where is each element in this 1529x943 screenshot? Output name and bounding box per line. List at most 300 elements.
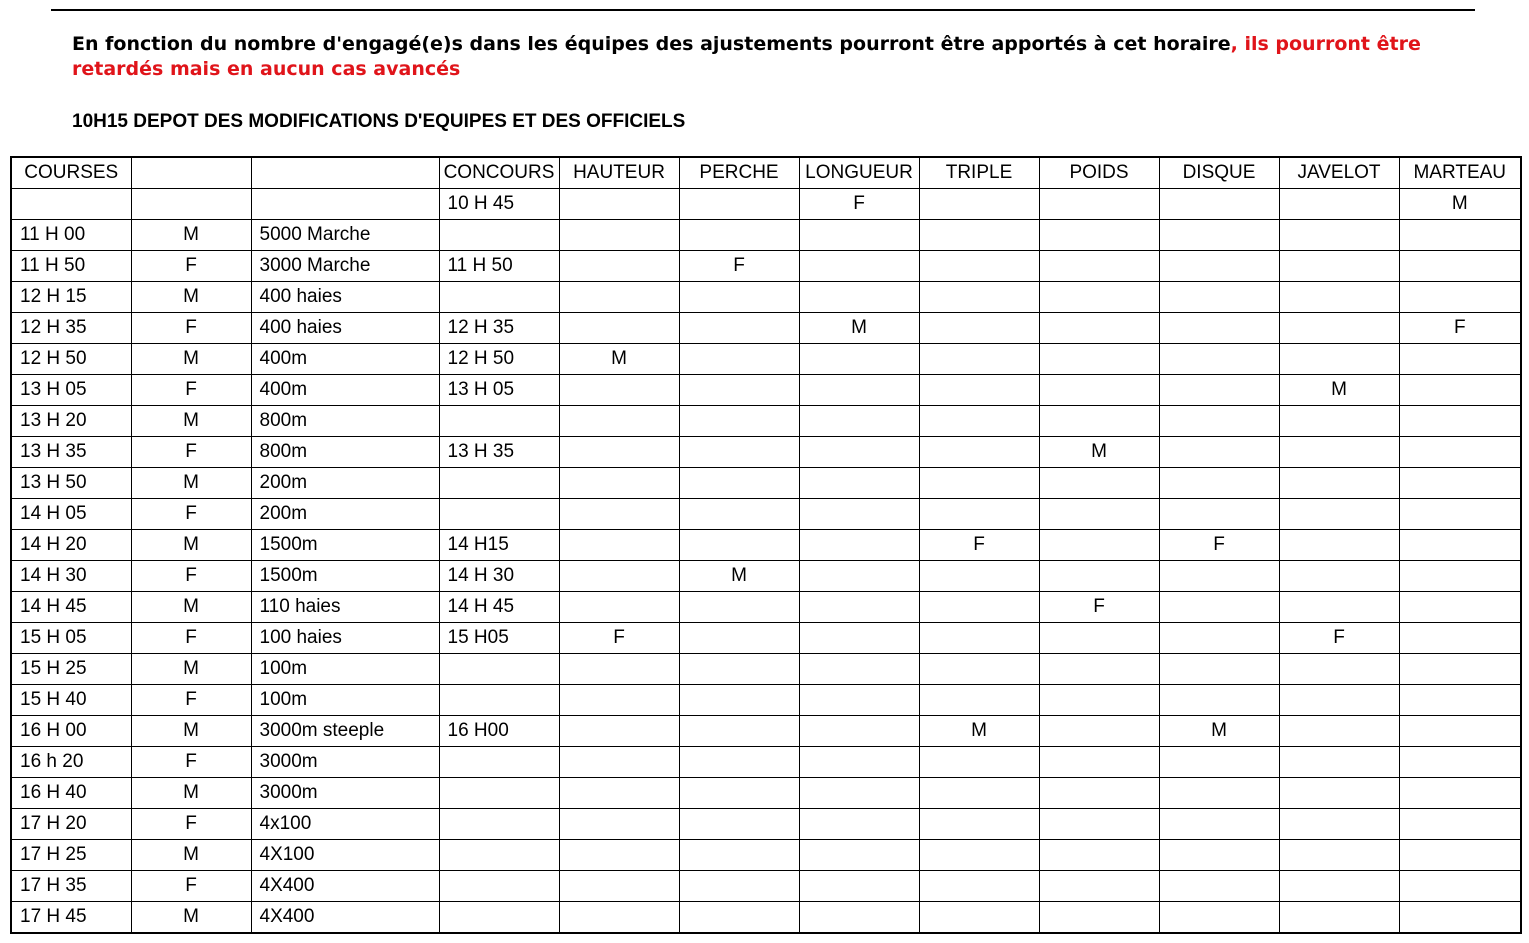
race-event xyxy=(251,189,439,220)
disque-cell xyxy=(1159,561,1279,592)
race-gender: M xyxy=(131,840,251,871)
perche-cell xyxy=(679,220,799,251)
marteau-cell xyxy=(1399,406,1521,437)
triple-cell xyxy=(919,406,1039,437)
table-row xyxy=(11,778,1521,809)
field-time: 14 H 45 xyxy=(439,592,559,623)
race-gender: M xyxy=(131,530,251,561)
disque-cell xyxy=(1159,654,1279,685)
race-event: 4X100 xyxy=(251,840,439,871)
javelot-cell: F xyxy=(1279,623,1399,654)
longueur-cell xyxy=(799,716,919,747)
poids-cell: M xyxy=(1039,437,1159,468)
race-time: 16 H 40 xyxy=(11,778,131,809)
marteau-cell xyxy=(1399,778,1521,809)
race-time: 16 h 20 xyxy=(11,747,131,778)
poids-cell xyxy=(1039,189,1159,220)
javelot-cell xyxy=(1279,809,1399,840)
table-row xyxy=(11,592,1521,623)
triple-cell xyxy=(919,344,1039,375)
race-gender: M xyxy=(131,716,251,747)
marteau-cell xyxy=(1399,251,1521,282)
disque-cell xyxy=(1159,809,1279,840)
field-time xyxy=(439,840,559,871)
poids-cell xyxy=(1039,654,1159,685)
triple-cell xyxy=(919,592,1039,623)
notice-warning-text: , ils pourront être retardés mais en aucun cas avancés xyxy=(72,33,1421,80)
triple-cell xyxy=(919,251,1039,282)
schedule-body xyxy=(11,157,1521,933)
marteau-cell xyxy=(1399,437,1521,468)
perche-cell xyxy=(679,375,799,406)
field-time: 14 H 30 xyxy=(439,561,559,592)
marteau-cell xyxy=(1399,282,1521,313)
table-row xyxy=(11,654,1521,685)
hauteur-cell xyxy=(559,809,679,840)
disque-cell xyxy=(1159,623,1279,654)
triple-cell xyxy=(919,220,1039,251)
hauteur-cell xyxy=(559,840,679,871)
table-row xyxy=(11,840,1521,871)
race-event: 3000m steeple xyxy=(251,716,439,747)
hauteur-cell xyxy=(559,375,679,406)
race-event: 400 haies xyxy=(251,313,439,344)
field-time: 14 H15 xyxy=(439,530,559,561)
race-event: 400m xyxy=(251,375,439,406)
marteau-cell xyxy=(1399,747,1521,778)
javelot-cell xyxy=(1279,499,1399,530)
perche-cell xyxy=(679,747,799,778)
field-time: 10 H 45 xyxy=(439,189,559,220)
hauteur-cell xyxy=(559,313,679,344)
field-time xyxy=(439,685,559,716)
race-gender xyxy=(131,189,251,220)
field-time xyxy=(439,747,559,778)
disque-cell xyxy=(1159,406,1279,437)
marteau-cell xyxy=(1399,902,1521,934)
longueur-cell xyxy=(799,561,919,592)
perche-cell xyxy=(679,499,799,530)
javelot-cell xyxy=(1279,654,1399,685)
perche-cell xyxy=(679,685,799,716)
javelot-cell: M xyxy=(1279,375,1399,406)
table-row xyxy=(11,871,1521,902)
triple-cell xyxy=(919,375,1039,406)
field-time xyxy=(439,654,559,685)
field-time: 13 H 35 xyxy=(439,437,559,468)
poids-cell xyxy=(1039,840,1159,871)
disque-cell xyxy=(1159,282,1279,313)
table-row xyxy=(11,468,1521,499)
race-time: 13 H 20 xyxy=(11,406,131,437)
race-time: 13 H 05 xyxy=(11,375,131,406)
disque-cell xyxy=(1159,902,1279,934)
disque-cell: F xyxy=(1159,530,1279,561)
hauteur-cell xyxy=(559,499,679,530)
table-row xyxy=(11,685,1521,716)
race-event: 4x100 xyxy=(251,809,439,840)
perche-cell xyxy=(679,282,799,313)
race-gender: M xyxy=(131,654,251,685)
disque-cell xyxy=(1159,871,1279,902)
table-row xyxy=(11,251,1521,282)
table-row xyxy=(11,809,1521,840)
javelot-cell xyxy=(1279,406,1399,437)
header-poids: POIDS xyxy=(1039,157,1159,189)
race-gender: F xyxy=(131,809,251,840)
perche-cell xyxy=(679,902,799,934)
race-event: 3000m xyxy=(251,747,439,778)
disque-cell xyxy=(1159,778,1279,809)
race-time: 12 H 15 xyxy=(11,282,131,313)
field-time: 11 H 50 xyxy=(439,251,559,282)
perche-cell xyxy=(679,840,799,871)
race-event: 800m xyxy=(251,406,439,437)
disque-cell xyxy=(1159,840,1279,871)
race-gender: F xyxy=(131,375,251,406)
race-time: 13 H 50 xyxy=(11,468,131,499)
javelot-cell xyxy=(1279,716,1399,747)
javelot-cell xyxy=(1279,561,1399,592)
longueur-cell xyxy=(799,747,919,778)
table-row xyxy=(11,344,1521,375)
perche-cell xyxy=(679,530,799,561)
poids-cell xyxy=(1039,871,1159,902)
perche-cell xyxy=(679,871,799,902)
race-gender: F xyxy=(131,437,251,468)
longueur-cell xyxy=(799,685,919,716)
longueur-cell xyxy=(799,499,919,530)
poids-cell xyxy=(1039,747,1159,778)
triple-cell xyxy=(919,902,1039,934)
race-gender: F xyxy=(131,871,251,902)
race-gender: F xyxy=(131,561,251,592)
field-time xyxy=(439,871,559,902)
hauteur-cell xyxy=(559,902,679,934)
hauteur-cell xyxy=(559,747,679,778)
top-rule xyxy=(51,9,1475,11)
longueur-cell xyxy=(799,468,919,499)
header-gender xyxy=(131,157,251,189)
perche-cell xyxy=(679,313,799,344)
race-event: 3000m xyxy=(251,778,439,809)
hauteur-cell xyxy=(559,592,679,623)
race-event: 800m xyxy=(251,437,439,468)
longueur-cell xyxy=(799,282,919,313)
field-time xyxy=(439,220,559,251)
marteau-cell xyxy=(1399,871,1521,902)
race-event: 400 haies xyxy=(251,282,439,313)
longueur-cell xyxy=(799,840,919,871)
schedule-table xyxy=(10,156,1522,934)
perche-cell xyxy=(679,437,799,468)
race-time: 17 H 25 xyxy=(11,840,131,871)
triple-cell xyxy=(919,747,1039,778)
hauteur-cell xyxy=(559,437,679,468)
race-time: 12 H 35 xyxy=(11,313,131,344)
table-row xyxy=(11,623,1521,654)
header-courses: COURSES xyxy=(11,157,131,189)
race-time: 17 H 35 xyxy=(11,871,131,902)
field-time xyxy=(439,809,559,840)
disque-cell xyxy=(1159,468,1279,499)
race-time: 14 H 30 xyxy=(11,561,131,592)
javelot-cell xyxy=(1279,282,1399,313)
race-event: 5000 Marche xyxy=(251,220,439,251)
marteau-cell xyxy=(1399,685,1521,716)
race-time: 11 H 00 xyxy=(11,220,131,251)
field-time xyxy=(439,406,559,437)
marteau-cell: M xyxy=(1399,189,1521,220)
marteau-cell xyxy=(1399,809,1521,840)
table-row xyxy=(11,499,1521,530)
javelot-cell xyxy=(1279,747,1399,778)
marteau-cell xyxy=(1399,561,1521,592)
poids-cell xyxy=(1039,685,1159,716)
poids-cell xyxy=(1039,561,1159,592)
table-row xyxy=(11,530,1521,561)
table-row xyxy=(11,406,1521,437)
longueur-cell: M xyxy=(799,313,919,344)
race-gender: M xyxy=(131,778,251,809)
race-event: 4X400 xyxy=(251,902,439,934)
marteau-cell xyxy=(1399,654,1521,685)
race-event: 110 haies xyxy=(251,592,439,623)
poids-cell xyxy=(1039,902,1159,934)
header-triple: TRIPLE xyxy=(919,157,1039,189)
triple-cell xyxy=(919,809,1039,840)
field-time xyxy=(439,468,559,499)
race-event: 400m xyxy=(251,344,439,375)
perche-cell xyxy=(679,716,799,747)
disque-cell xyxy=(1159,375,1279,406)
header-javelot: JAVELOT xyxy=(1279,157,1399,189)
triple-cell: F xyxy=(919,530,1039,561)
race-gender: F xyxy=(131,685,251,716)
hauteur-cell xyxy=(559,406,679,437)
race-time: 15 H 05 xyxy=(11,623,131,654)
perche-cell xyxy=(679,344,799,375)
race-time: 15 H 25 xyxy=(11,654,131,685)
poids-cell xyxy=(1039,251,1159,282)
field-time: 13 H 05 xyxy=(439,375,559,406)
poids-cell xyxy=(1039,778,1159,809)
javelot-cell xyxy=(1279,871,1399,902)
race-event: 200m xyxy=(251,468,439,499)
javelot-cell xyxy=(1279,840,1399,871)
longueur-cell xyxy=(799,809,919,840)
longueur-cell xyxy=(799,251,919,282)
perche-cell xyxy=(679,406,799,437)
hauteur-cell xyxy=(559,530,679,561)
hauteur-cell xyxy=(559,778,679,809)
race-gender: F xyxy=(131,623,251,654)
perche-cell: F xyxy=(679,251,799,282)
longueur-cell: F xyxy=(799,189,919,220)
javelot-cell xyxy=(1279,468,1399,499)
javelot-cell xyxy=(1279,189,1399,220)
perche-cell xyxy=(679,468,799,499)
table-row xyxy=(11,437,1521,468)
perche-cell xyxy=(679,592,799,623)
header-marteau: MARTEAU xyxy=(1399,157,1521,189)
disque-cell xyxy=(1159,251,1279,282)
race-event: 100m xyxy=(251,685,439,716)
race-gender: M xyxy=(131,592,251,623)
javelot-cell xyxy=(1279,313,1399,344)
triple-cell xyxy=(919,437,1039,468)
table-row xyxy=(11,375,1521,406)
poids-cell xyxy=(1039,468,1159,499)
poids-cell xyxy=(1039,809,1159,840)
longueur-cell xyxy=(799,344,919,375)
hauteur-cell xyxy=(559,871,679,902)
notice-text: En fonction du nombre d'engagé(e)s dans les équipes des ajustements pourront être apportés à cet horaire xyxy=(72,33,1231,55)
triple-cell xyxy=(919,189,1039,220)
marteau-cell xyxy=(1399,530,1521,561)
longueur-cell xyxy=(799,623,919,654)
field-time xyxy=(439,902,559,934)
race-time: 16 H 00 xyxy=(11,716,131,747)
header-row xyxy=(11,157,1521,189)
disque-cell xyxy=(1159,313,1279,344)
race-gender: M xyxy=(131,406,251,437)
poids-cell xyxy=(1039,716,1159,747)
longueur-cell xyxy=(799,592,919,623)
race-time: 17 H 45 xyxy=(11,902,131,934)
race-event: 3000 Marche xyxy=(251,251,439,282)
hauteur-cell xyxy=(559,189,679,220)
marteau-cell xyxy=(1399,344,1521,375)
poids-cell xyxy=(1039,375,1159,406)
triple-cell xyxy=(919,282,1039,313)
hauteur-cell xyxy=(559,654,679,685)
disque-cell xyxy=(1159,747,1279,778)
hauteur-cell xyxy=(559,220,679,251)
marteau-cell xyxy=(1399,499,1521,530)
javelot-cell xyxy=(1279,530,1399,561)
poids-cell xyxy=(1039,530,1159,561)
race-time xyxy=(11,189,131,220)
field-time: 16 H00 xyxy=(439,716,559,747)
table-row xyxy=(11,747,1521,778)
longueur-cell xyxy=(799,902,919,934)
header-disque: DISQUE xyxy=(1159,157,1279,189)
disque-cell xyxy=(1159,685,1279,716)
marteau-cell xyxy=(1399,716,1521,747)
hauteur-cell xyxy=(559,468,679,499)
hauteur-cell xyxy=(559,282,679,313)
table-row xyxy=(11,902,1521,934)
race-time: 14 H 20 xyxy=(11,530,131,561)
field-time xyxy=(439,499,559,530)
poids-cell xyxy=(1039,344,1159,375)
longueur-cell xyxy=(799,778,919,809)
race-time: 13 H 35 xyxy=(11,437,131,468)
header-perche: PERCHE xyxy=(679,157,799,189)
race-event: 4X400 xyxy=(251,871,439,902)
javelot-cell xyxy=(1279,251,1399,282)
table-row xyxy=(11,189,1521,220)
perche-cell xyxy=(679,189,799,220)
table-row xyxy=(11,220,1521,251)
race-gender: F xyxy=(131,747,251,778)
hauteur-cell xyxy=(559,251,679,282)
longueur-cell xyxy=(799,871,919,902)
javelot-cell xyxy=(1279,437,1399,468)
race-gender: F xyxy=(131,251,251,282)
header-concours: CONCOURS xyxy=(439,157,559,189)
hauteur-cell xyxy=(559,685,679,716)
perche-cell xyxy=(679,778,799,809)
field-time xyxy=(439,778,559,809)
javelot-cell xyxy=(1279,220,1399,251)
deadline-heading: 10H15 DEPOT DES MODIFICATIONS D'EQUIPES ET DES OFFICIELS xyxy=(72,111,686,132)
longueur-cell xyxy=(799,375,919,406)
poids-cell xyxy=(1039,220,1159,251)
hauteur-cell: F xyxy=(559,623,679,654)
javelot-cell xyxy=(1279,778,1399,809)
field-time: 15 H05 xyxy=(439,623,559,654)
triple-cell xyxy=(919,499,1039,530)
perche-cell xyxy=(679,654,799,685)
hauteur-cell xyxy=(559,716,679,747)
race-time: 14 H 45 xyxy=(11,592,131,623)
triple-cell xyxy=(919,871,1039,902)
triple-cell xyxy=(919,561,1039,592)
triple-cell xyxy=(919,778,1039,809)
disque-cell xyxy=(1159,592,1279,623)
marteau-cell xyxy=(1399,623,1521,654)
marteau-cell xyxy=(1399,468,1521,499)
header-hauteur: HAUTEUR xyxy=(559,157,679,189)
field-time: 12 H 35 xyxy=(439,313,559,344)
marteau-cell xyxy=(1399,220,1521,251)
marteau-cell xyxy=(1399,840,1521,871)
race-time: 17 H 20 xyxy=(11,809,131,840)
marteau-cell: F xyxy=(1399,313,1521,344)
longueur-cell xyxy=(799,220,919,251)
race-event: 100m xyxy=(251,654,439,685)
race-event: 200m xyxy=(251,499,439,530)
triple-cell: M xyxy=(919,716,1039,747)
table-row xyxy=(11,716,1521,747)
triple-cell xyxy=(919,685,1039,716)
disque-cell xyxy=(1159,189,1279,220)
hauteur-cell: M xyxy=(559,344,679,375)
race-time: 11 H 50 xyxy=(11,251,131,282)
race-time: 14 H 05 xyxy=(11,499,131,530)
marteau-cell xyxy=(1399,592,1521,623)
poids-cell xyxy=(1039,499,1159,530)
race-gender: M xyxy=(131,282,251,313)
poids-cell xyxy=(1039,406,1159,437)
disque-cell: M xyxy=(1159,716,1279,747)
triple-cell xyxy=(919,623,1039,654)
header-event xyxy=(251,157,439,189)
race-gender: F xyxy=(131,313,251,344)
longueur-cell xyxy=(799,437,919,468)
javelot-cell xyxy=(1279,902,1399,934)
race-time: 15 H 40 xyxy=(11,685,131,716)
triple-cell xyxy=(919,654,1039,685)
disque-cell xyxy=(1159,499,1279,530)
table-row xyxy=(11,561,1521,592)
triple-cell xyxy=(919,468,1039,499)
race-gender: M xyxy=(131,468,251,499)
field-time xyxy=(439,282,559,313)
poids-cell xyxy=(1039,623,1159,654)
